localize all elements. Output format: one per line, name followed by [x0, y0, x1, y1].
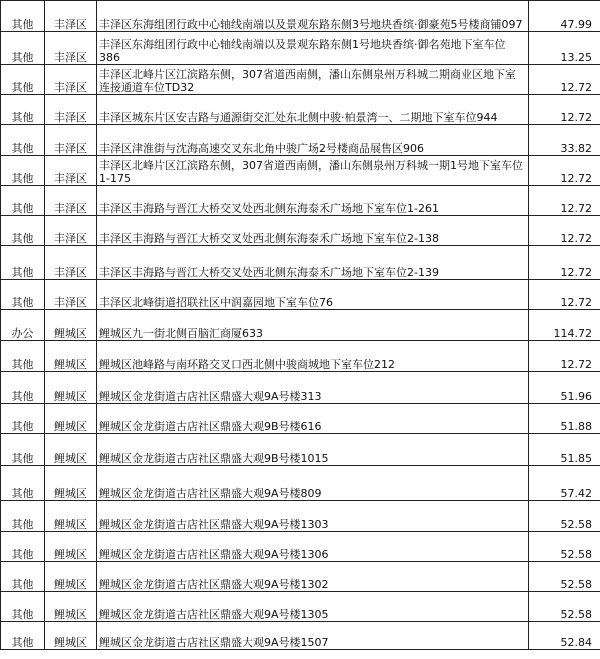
address-cell: 丰泽区城东片区安吉路与通源街交汇处东北侧中骏·柏景湾一、二期地下室车位944	[97, 95, 529, 125]
district-cell: 鲤城区	[45, 310, 97, 341]
table-row	[1, 310, 600, 341]
address-cell: 丰泽区丰海路与晋江大桥交叉处西北侧东海泰禾广场地下室车位2-139	[97, 246, 529, 280]
address-cell: 鲤城区金龙街道古店社区鼎盛大观9A号楼1303	[97, 501, 529, 532]
type-cell: 其他	[1, 95, 45, 125]
area-cell: 114.72	[529, 310, 600, 341]
district-cell: 鲤城区	[45, 404, 97, 434]
address-cell: 鲤城区金龙街道古店社区鼎盛大观9A号楼313	[97, 372, 529, 404]
area-cell: 12.72	[529, 216, 600, 246]
district-cell: 丰泽区	[45, 32, 97, 65]
district-cell: 丰泽区	[45, 125, 97, 156]
table-row	[1, 125, 600, 156]
area-cell: 57.42	[529, 466, 600, 501]
type-cell: 其他	[1, 622, 45, 650]
area-cell: 12.72	[529, 65, 600, 95]
area-cell: 52.58	[529, 501, 600, 532]
type-cell: 其他	[1, 404, 45, 434]
table-row	[1, 246, 600, 280]
table-row	[1, 341, 600, 372]
table-row	[1, 65, 600, 95]
table-row	[1, 186, 600, 216]
address-cell: 鲤城区池峰路与南环路交叉口西北侧中骏商城地下室车位212	[97, 341, 529, 372]
area-cell: 12.72	[529, 341, 600, 372]
district-cell: 鲤城区	[45, 622, 97, 650]
address-cell: 丰泽区丰海路与晋江大桥交叉处西北侧东海泰禾广场地下室车位1-261	[97, 186, 529, 216]
district-cell: 鲤城区	[45, 372, 97, 404]
type-cell: 其他	[1, 592, 45, 622]
address-cell: 鲤城区金龙街道古店社区鼎盛大观9A号楼1507	[97, 622, 529, 650]
district-cell: 丰泽区	[45, 1, 97, 32]
type-cell: 其他	[1, 562, 45, 592]
address-cell: 鲤城区金龙街道古店社区鼎盛大观9A号楼809	[97, 466, 529, 501]
table-row	[1, 434, 600, 466]
address-cell: 丰泽区北峰街道招联社区中润嘉园地下室车位76	[97, 280, 529, 310]
district-cell: 丰泽区	[45, 65, 97, 95]
address-cell: 鲤城区金龙街道古店社区鼎盛大观9A号楼1305	[97, 592, 529, 622]
type-cell: 其他	[1, 501, 45, 532]
area-cell: 51.88	[529, 404, 600, 434]
district-cell: 鲤城区	[45, 341, 97, 372]
area-cell: 52.58	[529, 562, 600, 592]
type-cell: 其他	[1, 466, 45, 501]
type-cell: 其他	[1, 156, 45, 186]
address-cell: 丰泽区北峰片区江滨路东侧，307省道西南侧，潘山东侧泉州万科城二期商业区地下室连接通道车位TD32	[97, 65, 529, 95]
area-cell: 52.58	[529, 532, 600, 562]
address-cell: 丰泽区东海组团行政中心轴线南端以及景观东路东侧1号地块香缤·御名苑地下室车位386	[97, 32, 529, 65]
address-cell: 鲤城区九一街北侧百脑汇商厦633	[97, 310, 529, 341]
district-cell: 丰泽区	[45, 186, 97, 216]
type-cell: 其他	[1, 186, 45, 216]
district-cell: 鲤城区	[45, 434, 97, 466]
district-cell: 丰泽区	[45, 246, 97, 280]
area-cell: 12.72	[529, 156, 600, 186]
type-cell: 其他	[1, 280, 45, 310]
table-row	[1, 532, 600, 562]
area-cell: 33.82	[529, 125, 600, 156]
district-cell: 鲤城区	[45, 532, 97, 562]
district-cell: 鲤城区	[45, 501, 97, 532]
table-row	[1, 372, 600, 404]
area-cell: 12.72	[529, 246, 600, 280]
district-cell: 丰泽区	[45, 280, 97, 310]
type-cell: 其他	[1, 65, 45, 95]
table-row	[1, 216, 600, 246]
table-row	[1, 404, 600, 434]
district-cell: 鲤城区	[45, 592, 97, 622]
district-cell: 丰泽区	[45, 95, 97, 125]
address-cell: 鲤城区金龙街道古店社区鼎盛大观9A号楼1306	[97, 532, 529, 562]
area-cell: 52.58	[529, 592, 600, 622]
type-cell: 其他	[1, 32, 45, 65]
table-row	[1, 562, 600, 592]
table-row	[1, 32, 600, 65]
table-row	[1, 95, 600, 125]
area-cell: 13.25	[529, 32, 600, 65]
type-cell: 其他	[1, 372, 45, 404]
address-cell: 鲤城区金龙街道古店社区鼎盛大观9B号楼1015	[97, 434, 529, 466]
type-cell: 其他	[1, 532, 45, 562]
area-cell: 52.84	[529, 622, 600, 650]
table-row	[1, 592, 600, 622]
type-cell: 其他	[1, 246, 45, 280]
type-cell: 其他	[1, 125, 45, 156]
type-cell: 办公	[1, 310, 45, 341]
address-cell: 丰泽区丰海路与晋江大桥交叉处西北侧东海泰禾广场地下室车位2-138	[97, 216, 529, 246]
table-body	[1, 1, 600, 650]
area-cell: 12.72	[529, 95, 600, 125]
district-cell: 丰泽区	[45, 156, 97, 186]
type-cell: 其他	[1, 216, 45, 246]
district-cell: 丰泽区	[45, 216, 97, 246]
table-row	[1, 466, 600, 501]
table-row	[1, 1, 600, 32]
area-cell: 51.85	[529, 434, 600, 466]
district-cell: 鲤城区	[45, 466, 97, 501]
table-row	[1, 622, 600, 650]
table-row	[1, 280, 600, 310]
address-cell: 鲤城区金龙街道古店社区鼎盛大观9B号楼616	[97, 404, 529, 434]
table-row	[1, 156, 600, 186]
address-cell: 丰泽区北峰片区江滨路东侧，307省道西南侧，潘山东侧泉州万科城一期1号地下室车位1-175	[97, 156, 529, 186]
type-cell: 其他	[1, 434, 45, 466]
address-cell: 丰泽区东海组团行政中心轴线南端以及景观东路东侧3号地块香缤·御豪苑5号楼商铺097	[97, 1, 529, 32]
address-cell: 鲤城区金龙街道古店社区鼎盛大观9A号楼1302	[97, 562, 529, 592]
area-cell: 12.72	[529, 186, 600, 216]
area-cell: 12.72	[529, 280, 600, 310]
table-row	[1, 501, 600, 532]
district-cell: 鲤城区	[45, 562, 97, 592]
area-cell: 47.99	[529, 1, 600, 32]
address-cell: 丰泽区津淮街与沈海高速交叉东北角中骏广场2号楼商品展售区906	[97, 125, 529, 156]
type-cell: 其他	[1, 341, 45, 372]
type-cell: 其他	[1, 1, 45, 32]
area-cell: 51.96	[529, 372, 600, 404]
